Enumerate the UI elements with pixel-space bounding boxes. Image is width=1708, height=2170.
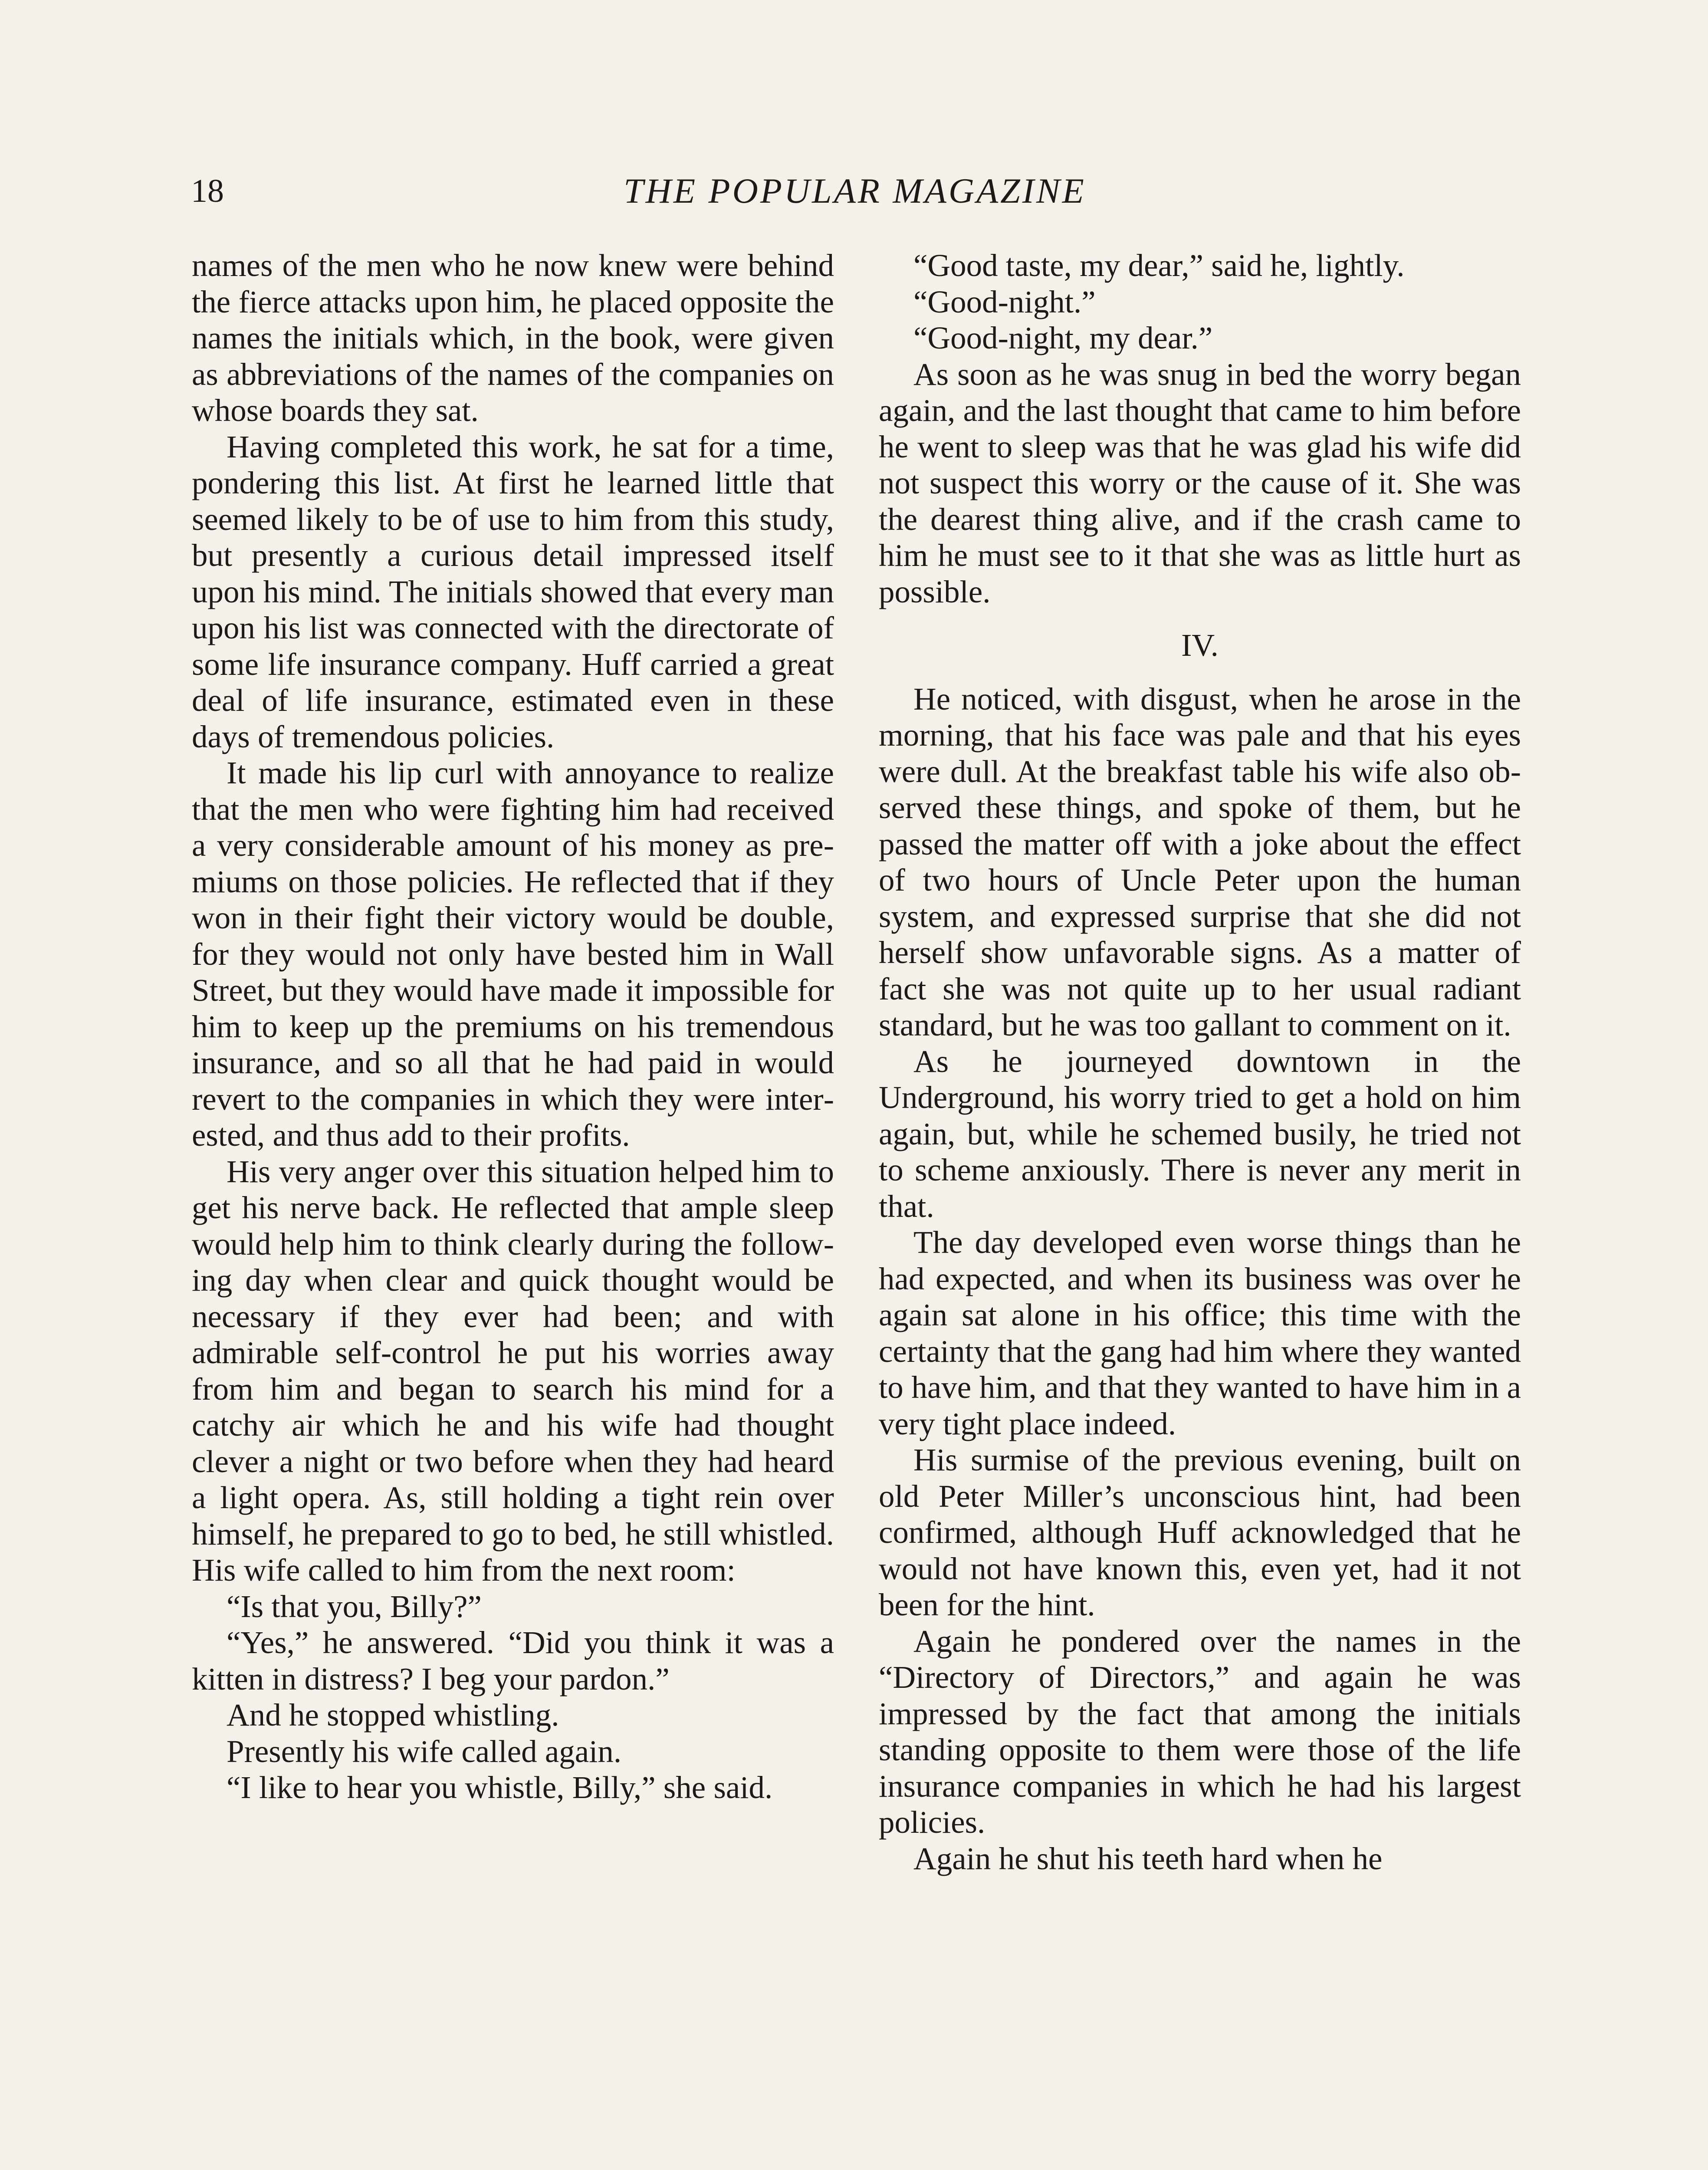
magazine-title: THE POPULAR MAGAZINE <box>624 171 1086 210</box>
paragraph: names of the men who he now knew were behind the fierce attacks upon him, he placed opposite the names the initials which, in the book, were given as abbreviations of the names of the companies on whose boards they sat. <box>192 248 834 428</box>
paragraph: Again he shut his teeth hard when he <box>913 1841 1383 1876</box>
dialogue-line: “I like to hear you whistle, Billy,” she said. <box>227 1770 773 1805</box>
paragraph: Presently his wife called again. <box>227 1733 622 1769</box>
dialogue-line: “Good-night, my dear.” <box>913 320 1213 355</box>
dialogue-line: “Good-night.” <box>913 284 1096 319</box>
dialogue-line: “Is that you, Billy?” <box>227 1588 482 1624</box>
left-column <box>192 247 834 1806</box>
page-number: 18 <box>191 173 224 209</box>
right-column <box>879 247 1521 1877</box>
paragraph: As soon as he was snug in bed the worry began again, and the last thought that came to him before he went to sleep was that he was glad his wife did not suspect this worry or the cause of it. She was the dearest thing alive, and if the crash came to him he must see to it that she was as little hurt as possible. <box>879 356 1521 609</box>
running-head <box>191 167 1519 215</box>
paragraph: And he stopped whistling. <box>227 1697 559 1733</box>
dialogue-line: “Yes,” he answered. “Did you think it was a kitten in distress? I beg your pardon.” <box>192 1625 834 1697</box>
paragraph: He noticed, with disgust, when he arose in the morning, that his face was pale and that his eyes were dull. At the breakfast table his wife also observed these things, and spoke of them, but he passed the matter off with a joke about the effect of two hours of Uncle Peter upon the human system, and expressed surprise that she did not herself show unfavorable signs. As a matter of fact she was not quite up to her usual radiant standard, but he was too gallant to comment on it. <box>879 681 1521 1042</box>
paragraph: The day developed even worse things than he had expected, and when its business was over he again sat alone in his office; this time with the certainty that the gang had him where they wanted to have him, and that they wanted to have him in a very tight place indeed. <box>879 1225 1521 1441</box>
paragraph: His surmise of the previous evening, built on old Peter Miller’s unconscious hint, had been confirmed, although Huff acknowledged that he would not have known this, even yet, had it not been for the hint. <box>879 1442 1521 1622</box>
paragraph: As he journeyed downtown in the Underground, his worry tried to get a hold on him again, but, while he schemed busily, he tried not to scheme anxiously. There is never any merit in that. <box>879 1043 1521 1224</box>
dialogue-line: “Good taste, my dear,” said he, lightly. <box>913 248 1405 283</box>
paragraph: His very anger over this situation helped him to get his nerve back. He reflected that ample sleep would help him to think clearly during the following day when clear and quick thought would be necessary if they ever had been; and with admirable self-control he put his worries away from him and began to search his mind for a catchy air which he and his wife had thought clever a night or two before when they had heard a light opera. As, still holding a tight rein over himself, he prepared to go to bed, he still whistled. His wife called to him from the next room: <box>192 1154 834 1588</box>
paragraph: It made his lip curl with annoyance to realize that the men who were fighting him had received a very considerable amount of his money as premiums on those policies. He reflected that if they won in their fight their victory would be double, for they would not only have bested him in Wall Street, but they would have made it impossible for him to keep up the premiums on his tremendous insurance, and so all that he had paid in would revert to the companies in which they were interested, and thus add to their profits. <box>192 755 834 1153</box>
paragraph: Again he pondered over the names in the “Directory of Directors,” and again he was impressed by the fact that among the initials standing opposite to them were those of the life insurance companies in which he had his largest policies. <box>879 1623 1521 1840</box>
paragraph: Having completed this work, he sat for a time, pondering this list. At first he learned little that seemed likely to be of use to him from this study, but presently a curious detail impressed itself upon his mind. The initials showed that every man upon his list was connected with the directorate of some life insurance company. Huff carried a great deal of life insurance, estimated even in these days of tremendous policies. <box>192 429 834 754</box>
section-heading: IV. <box>1181 628 1219 663</box>
